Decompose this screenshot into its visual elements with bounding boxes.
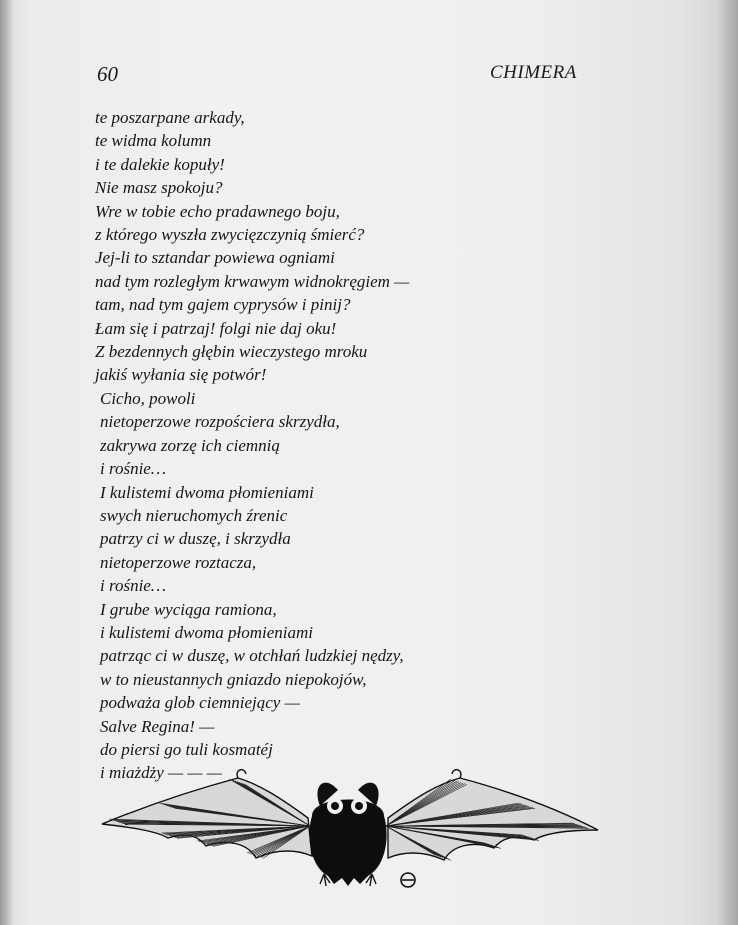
poem-line: podważa glob ciemniejący — (100, 693, 300, 713)
poem-line: i rośnie… (100, 576, 166, 596)
bat-illustration-icon (98, 766, 602, 896)
poem-line: nietoperzowe rozpościera skrzydła, (100, 412, 340, 432)
poem-line: Jej-li to sztandar powiewa ogniami (95, 248, 335, 268)
right-wing (386, 778, 598, 860)
poem-line: te poszarpane arkady, (95, 108, 245, 127)
artist-monogram-icon (401, 873, 415, 887)
poem-line: nad tym rozległym krwawym widnokręgiem — (95, 271, 410, 291)
poem-line: i rośnie… (100, 459, 166, 479)
page-number: 60 (97, 62, 118, 86)
poem-text (95, 106, 409, 785)
running-title: CHIMERA (490, 62, 577, 83)
poem-line: Z bezdennych głębin wieczystego mroku (95, 342, 368, 362)
gutter-shadow (0, 0, 14, 925)
poem-line: Cicho, powoli (100, 388, 196, 408)
poem-line: swych nieruchomych źrenic (100, 505, 288, 525)
left-wing (102, 778, 312, 858)
poem-line: i miażdży — — — (100, 763, 222, 783)
poem-line: do piersi go tuli kosmatéj (100, 739, 273, 759)
poem-line: te widma kolumn (95, 131, 212, 151)
poem-line: Wre w tobie echo pradawnego boju, (95, 201, 340, 221)
poem-line: tam, nad tym gajem cyprysów i pinij? (95, 295, 351, 315)
poem-line: Łam się i patrzaj! folgi nie daj oku! (95, 318, 337, 338)
poem-line: w to nieustannych gniazdo niepokojów, (100, 669, 367, 689)
poem-line: i kulistemi dwoma płomieniami (100, 622, 313, 642)
poem-line: i te dalekie kopuły! (95, 154, 225, 174)
poem-line: I kulistemi dwoma płomieniami (100, 482, 314, 502)
poem-line: patrzy ci w duszę, i skrzydła (100, 529, 291, 549)
poem-line: patrząc ci w duszę, w otchłań ludzkiej nędzy, (100, 646, 404, 666)
poem-line: I grube wyciąga ramiona, (100, 599, 277, 619)
poem-line: zakrywa zorzę ich ciemnią (100, 435, 280, 455)
poem-line: nietoperzowe roztacza, (100, 552, 257, 572)
poem-line: jakiś wyłania się potwór! (95, 365, 267, 385)
poem-line: Salve Regina! — (100, 716, 215, 736)
poem-line: z którego wyszła zwycięzczynią śmierć? (95, 225, 365, 245)
poem-line: Nie masz spokoju? (95, 178, 223, 198)
page-edge-shadow (716, 0, 738, 925)
